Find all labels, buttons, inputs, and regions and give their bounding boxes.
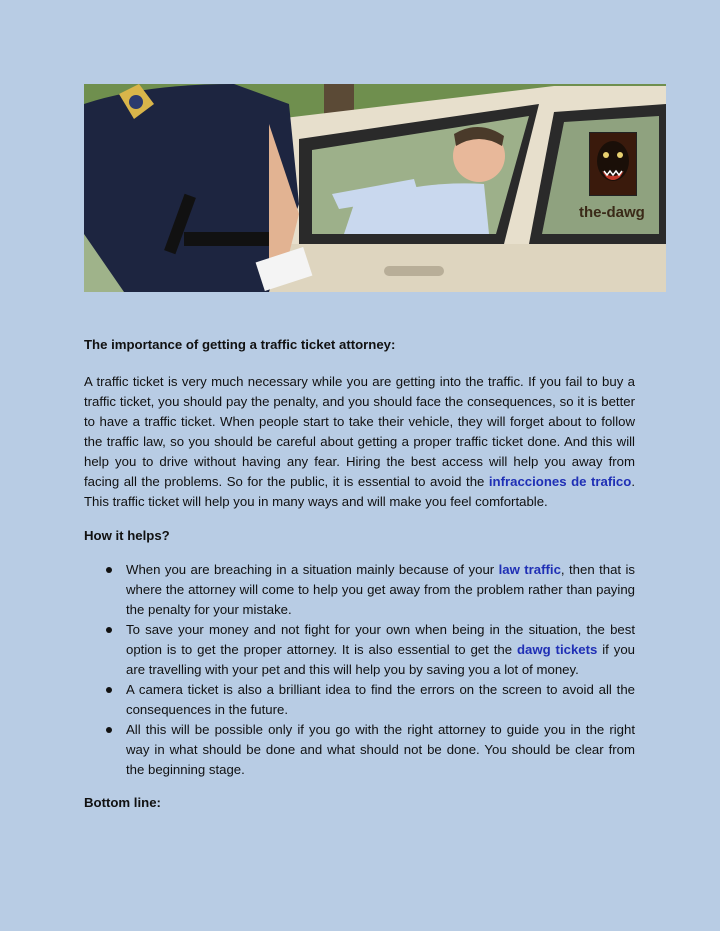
dawg-tickets-link[interactable]: dawg tickets <box>516 642 598 657</box>
intro-paragraph <box>84 372 635 512</box>
bullet-icon <box>106 727 112 733</box>
bullet-icon <box>106 687 112 693</box>
list-item-text: To save your money and not fight for your own when being in the situation, the best option is to get the proper attorney. It is also essential to get the <box>126 622 635 657</box>
list-item <box>84 680 635 720</box>
list-item-text: All this will be possible only if you go with the right attorney to guide you in the right way in what should be done and what should not be done. You should be clear from the beginning stage. <box>126 722 635 777</box>
list-item <box>84 720 635 780</box>
paragraph-text: . This traffic ticket will help you in many ways and will make you feel comfortable. <box>84 474 635 509</box>
list-item <box>84 560 635 620</box>
infracciones-de-trafico-link[interactable]: infracciones de trafico <box>488 474 632 489</box>
logo-text: the-dawg <box>579 204 645 221</box>
list-item-text: , then that is where the attorney will come to help you get away from the problem rather than paying the penalty for your mistake. <box>126 562 635 617</box>
list-item-text: When you are breaching in a situation mainly because of your <box>126 562 499 577</box>
list-item-text: A camera ticket is also a brilliant idea to find the errors on the screen to avoid all the consequences in the future. <box>126 682 635 717</box>
section-heading-bottom-line: Bottom line: <box>84 795 161 810</box>
law-traffic-link[interactable]: law traffic <box>498 562 561 577</box>
paragraph-text: A traffic ticket is very much necessary while you are getting into the traffic. If you fail to buy a traffic ticket, you should pay the penalty, and you should face the consequences, so it is better to have a traffic ticket. When people start to take their vehicle, they will forget about to follow the traffic law, so you should be careful about getting a proper traffic ticket done. And this will help you to drive without having any fear. Hiring the best access will help you away from facing all the problems. So for the public, it is essential to avoid the <box>84 374 635 489</box>
hero-image <box>84 84 666 292</box>
bullet-icon <box>106 627 112 633</box>
the-dawg-logo <box>579 132 666 232</box>
section-heading-how-it-helps: How it helps? <box>84 528 170 543</box>
list-item <box>84 620 635 680</box>
list-item-text: if you are travelling with your pet and this will help you by saving you a lot of money. <box>126 642 636 677</box>
dog-icon <box>589 132 637 196</box>
benefits-list <box>84 560 635 780</box>
article-body <box>84 330 635 813</box>
section-heading-importance: The importance of getting a traffic ticket attorney: <box>84 337 396 352</box>
bullet-icon <box>106 567 112 573</box>
